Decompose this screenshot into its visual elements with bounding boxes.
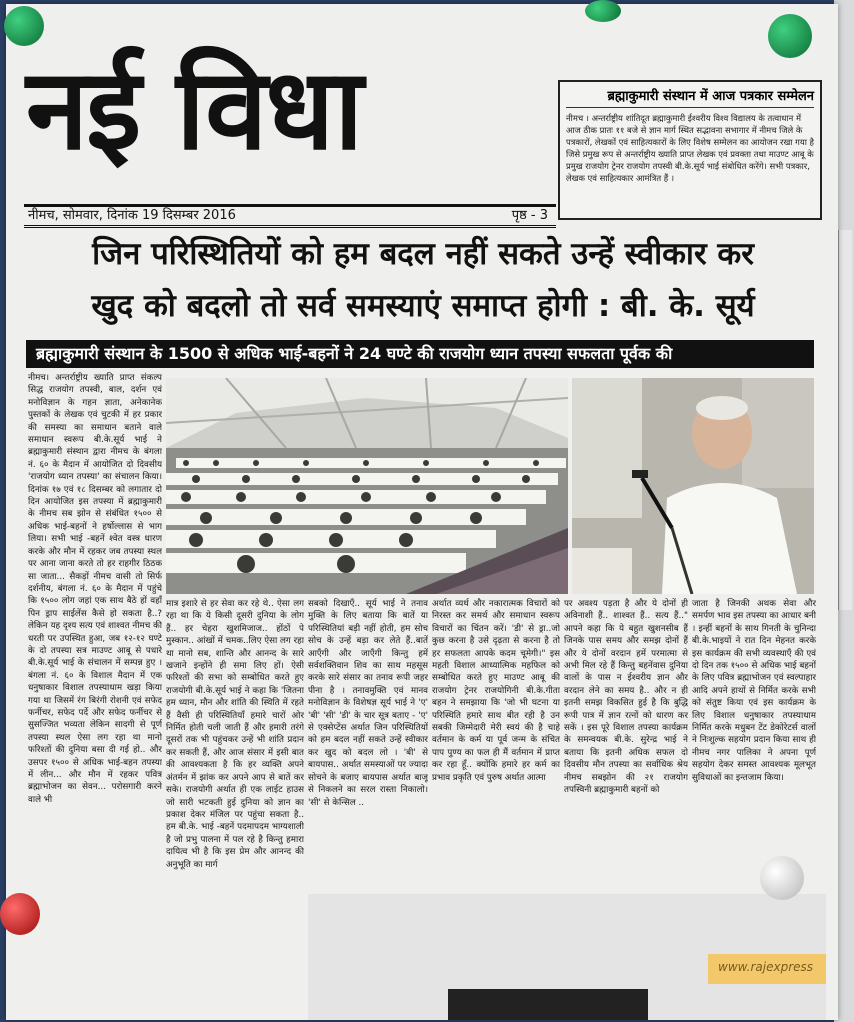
green-push-pin-icon — [768, 14, 812, 58]
press-conference-notice — [558, 80, 822, 220]
green-push-pin-icon — [585, 0, 621, 22]
ad-url: www.rajexpress — [718, 960, 814, 974]
date-text: नीमच, सोमवार, दिनांक 19 दिसम्बर 2016 — [28, 208, 236, 223]
headline-line-2: खुद को बदलो तो सर्व समस्याएं समाप्त होगी : बी. के. सूर्य — [91, 288, 755, 324]
headline-line-1: जिन परिस्थितियों को हम बदल नहीं सकते उन्हें स्वीकार कर — [92, 236, 754, 272]
speaker-photo — [572, 378, 814, 594]
article-column-3: सबको दिखाएँ.. सूर्य भाई ने तनाव मुक्ति के लिए बताया कि बातें या परिस्थितियां बड़ी नहीं होती, हम सोच सोच के उन्हें बड़ा कर लेते हैं..बातें आएँगी और जाएँगी किन्तु हमें सर्वशक्तिवान शिव का साथ महसूस करके सारे संसार का तनाव रूपी जहर पीना है । तनावमुक्ति एवं मानव मनोविज्ञान के विशेषज्ञ सूर्य भाई ने 'ए' 'बी' 'सी' 'डी' के चार सूत्र बताए - 'ए' से एक्सेप्टेंस अर्थात जिन परिस्थितियों को हम बदल नहीं सकते उन्हें स्वीकार कर खुद को बदल लो । 'बी' से बायपास.. अर्थात समस्याओं पर ज्यादा सोचने के बजाए बायपास अर्थात बाजू से निकलने का सरल रास्ता निकालो। 'सी' से केन्सिल .. — [308, 599, 428, 808]
article-column-1: नीमच। अन्तर्राष्ट्रीय ख्याति प्राप्त संकल्प सिद्ध राजयोग तपस्वी, बाल, दर्शन एवं मनोविज्ञान के गहन ज्ञाता, अनेकानेक पुस्तकों के लेखक एवं चुटकी में हर प्रकार की समस्या का समाधान बताने वाले समाधान स्वरूप बी.के.सूर्य भाई ने ब्रह्माकुमारी संस्थान द्वारा नीमच के बंगला नं. ६० के मैदान में आयोजित दो दिवसीय 'राजयोग ध्यान तपस्या' का संचालन किया। दिनांक १७ एवं १८ दिसम्बर को लगातार दो दिन आयोजित इस तपस्या में ब्रह्माकुमारी के नीमच सब झोन से संबंधित १५०० से अधिक भाई-बहनों ने हर्षोल्लास से भाग लिया। सभी भाई -बहनें श्वेत वस्त्र धारण करके और मौन में रहकर जब तपस्या स्थल पर आना जाना करते तो हर राहगीर ठिठक सा जाता... सैकड़ों नीमच वासी तो सिर्फ दर्शनीय, बंगला नं. ६० के मैदान में पहुंचे कि १५०० लोग जहां एक साथ बैठे हों वहाँ पिन ड्राप साईलेंस कैसे हो सकता है..? लेकिन यह दृश्य सत्य एवं शाश्वत नीमच की धरती पर उपस्थित हुआ, जब १२-१२ घण्टे के दो तपस्या सत्र माउण्ट आबू से पधारे बी.के.सूर्य भाई के संचालन में सम्पन्न हुए । बंगला नं. ६० के विशाल मैदान में एक धनुषाकार विशाल तपस्याधाम खड़ा किया गया था जिसमें रंग बिरंगी रोशनी एवं सफेद फर्नीचर, सफेद पर्दे और सफेद फर्नीचर से सुसज्जित भव्यता लेकिन सादगी से पूर्ण तपस्या स्थल ऐसा लग रहा था मानो फरिश्तों की दुनिया बसा दी गई हो.. और उसपर १५०० से अधिक भाई-बहन तपस्या में लीन... और मौन में रहकर पवित्र ब्रह्माभोजन का सेवन... परोसगारी करने वाले भी — [28, 373, 162, 805]
subheadline-bar: ब्रह्माकुमारी संस्थान के 1500 से अधिक भाई-बहनों ने 24 घण्टे की राजयोग ध्यान तपस्या सफलता पूर्वक की — [26, 340, 814, 368]
notice-title: ब्रह्माकुमारी संस्थान में आज पत्रकार सम्मेलन — [566, 86, 814, 108]
newspaper-page — [6, 4, 838, 1020]
meditation-hall-photo — [166, 378, 568, 594]
article-column-2: मात्र इशारे से हर सेवा कर रहे थे.. ऐसा लग रहा था कि ये किसी दूसरी दुनिया के लोग हैं.. हर चेहरा खुशमिजाज.. होंठों पे मुस्कान.. आंखों में चमक..लिए ऐसा लग रहा था मानो सब, शान्ति और आनन्द के सारे खजाने इन्होंने ही समा लिए हों। ऐसी फरिश्तों की सभा को सम्बोधित करते हुए राजयोगी बी.के.सूर्य भाई ने कहा कि 'जितना हम ध्यान, मौन और शांति की स्थिति में रहते हैं वैसी ही परिस्थितियाँ हमारे चारों ओर निर्मित होती चली जाती हैं और हमारी तरंगे दूसरों तक भी पहुंचकर उन्हें भी शांति प्रदान कर सकती हैं, और आज संसार में इसी बात की आवश्यकता है कि हर व्यक्ति अपने अंतर्मन में झांक कर अपने आप से बातें कर सके। राजयोगी अर्थात ही एक लाईट हाउस जो सारी भटकती हुई दुनिया को ज्ञान का प्रकाश देकर मंजिल पर पहुंचा सकता है.. हम बी.के. भाई -बहनें पदमापदम भाग्यशाली है जो प्रभु पालना में पल रहे है किन्तु हमारा दायित्व भी है कि इस प्रेम और आनन्द की अनुभूति का मार्ग — [166, 599, 304, 870]
notice-text: नीमच । अन्तर्राष्ट्रीय शांतिदूत ब्रह्माकुमारी ईश्वरीय विश्व विद्यालय के तत्वाधान में आज ठीक प्रातः ११ बजे से ज्ञान मार्ग स्थित सद्भावना सभागार में नीमच जिले के पत्रकारों, लेखकों एवं साहित्यकारों के लिए विशेष सम्मेलन का आयोजन रखा गया है जिसे प्रमुख रूप से अन्तर्राष्ट्रीय ख्याति प्राप्त लेखक एवं प्रवक्ता तथा माउण्ट आबू के प्रमुख राजयोग ट्रेनर राजयोग तपस्वी बी.के.सूर्य भाई संबोधित करेंगे। सभी पत्रकार, लेखक एवं साहित्यकार आमंत्रित हैं । — [566, 113, 814, 183]
article-column-6: जाता है जिनकी अथक सेवा और समर्पण भाव इस तपस्या का आधार बनी । इन्हीं बहनों के साथ गिनती के चुनिन्दा बी.के.भाइयों ने रात दिन मेहनत करके इस कार्यक्रम की सभी व्यवस्थाएँ की एवं दो दिन तक १५०० से अधिक भाई बहनों के लिए पवित्र ब्रह्माभोजन एवं स्वल्पाहार आदि अपने हाथों से निर्मित करके सभी को संतुष्ट किया एवं इस कार्यक्रम के लिए विशाल धनुषाकार तपस्याधाम निर्मित करके मधुबन टेंट डेकोरेटर्स वालों ने निःशुल्क सहयोग प्रदान किया साथ ही नीमच नगर पालिका ने अपना पूर्ण सहयोग देकर समस्त आवश्यक मूलभूत सुविधाओं का इन्तजाम किया। — [692, 599, 816, 783]
dateline-bar — [24, 204, 556, 228]
masthead — [26, 45, 546, 204]
white-push-pin-icon — [760, 856, 804, 900]
red-push-pin-icon — [0, 893, 40, 935]
green-push-pin-icon — [4, 6, 44, 46]
article-column-4: अर्थात व्यर्थ और नकारात्मक विचारों को निरस्त कर समर्थ और समाधान स्वरूप विचारों का चिंतन करें। 'डी' से ड्रा..जो कुछ करना है उसे दृढ़ता से करना है तो हर सफलता आपके कदम चूमेगी।" इस महती विशाल आध्यात्मिक महफिल को सम्बोधित करते हुए माउण्ट आबू की राजयोग ट्रेनर राजयोगिनी बी.के.गीता बहन ने समझाया कि 'जो भी घटना या परिस्थिति हमारे साथ बीत रही है उन सबकी जिम्मेदारी मेरी स्वयं की है चाहे वर्तमान के कर्म या पूर्व जन्म के संचित पाप पुण्य का फल ही मैं वर्तमान में प्राप्त कर रहा हूँ.. क्योंकि हमारे हर कर्म का प्रभाव प्रकृति एवं पुरुष अर्थात आत्मा — [432, 599, 560, 783]
bottom-advertisement — [308, 894, 826, 1020]
article-column-5: पर अवश्य पड़ता है और ये दोनों ही अविनाशी हैं.. शाश्वत हैं.. सत्य हैं.." आपने कहा कि ये बहुत खुशनसीब हैं जिनके पास समय और समझ दोनों हैं और ये दोनों वरदान हमें परमात्मा से अभी मिल रहे हैं किन्तु बहनेंवास दुनिया वालों के पास न ईश्वरीय ज्ञान और वरदान लेने का समय है.. और न ही इतनी समझ विकसित हुई है कि बुद्धि रूपी पात्र में ज्ञान रत्नों को धारण कर सकें । इस पूरे विशाल तपस्या कार्यक्रम के समन्वयक बी.के. सुरेन्द्र भाई ने बताया कि इतनी अधिक सफल दो दिवसीय मौन तपस्या का सर्वाधिक श्रेय नीमच सबझोन की २१ राजयोग तपस्विनी ब्रह्माकुमारी बहनों को — [564, 599, 688, 796]
page-number: पृष्ठ - 3 — [511, 208, 548, 223]
newspaper-name: नई विधा — [26, 45, 362, 175]
